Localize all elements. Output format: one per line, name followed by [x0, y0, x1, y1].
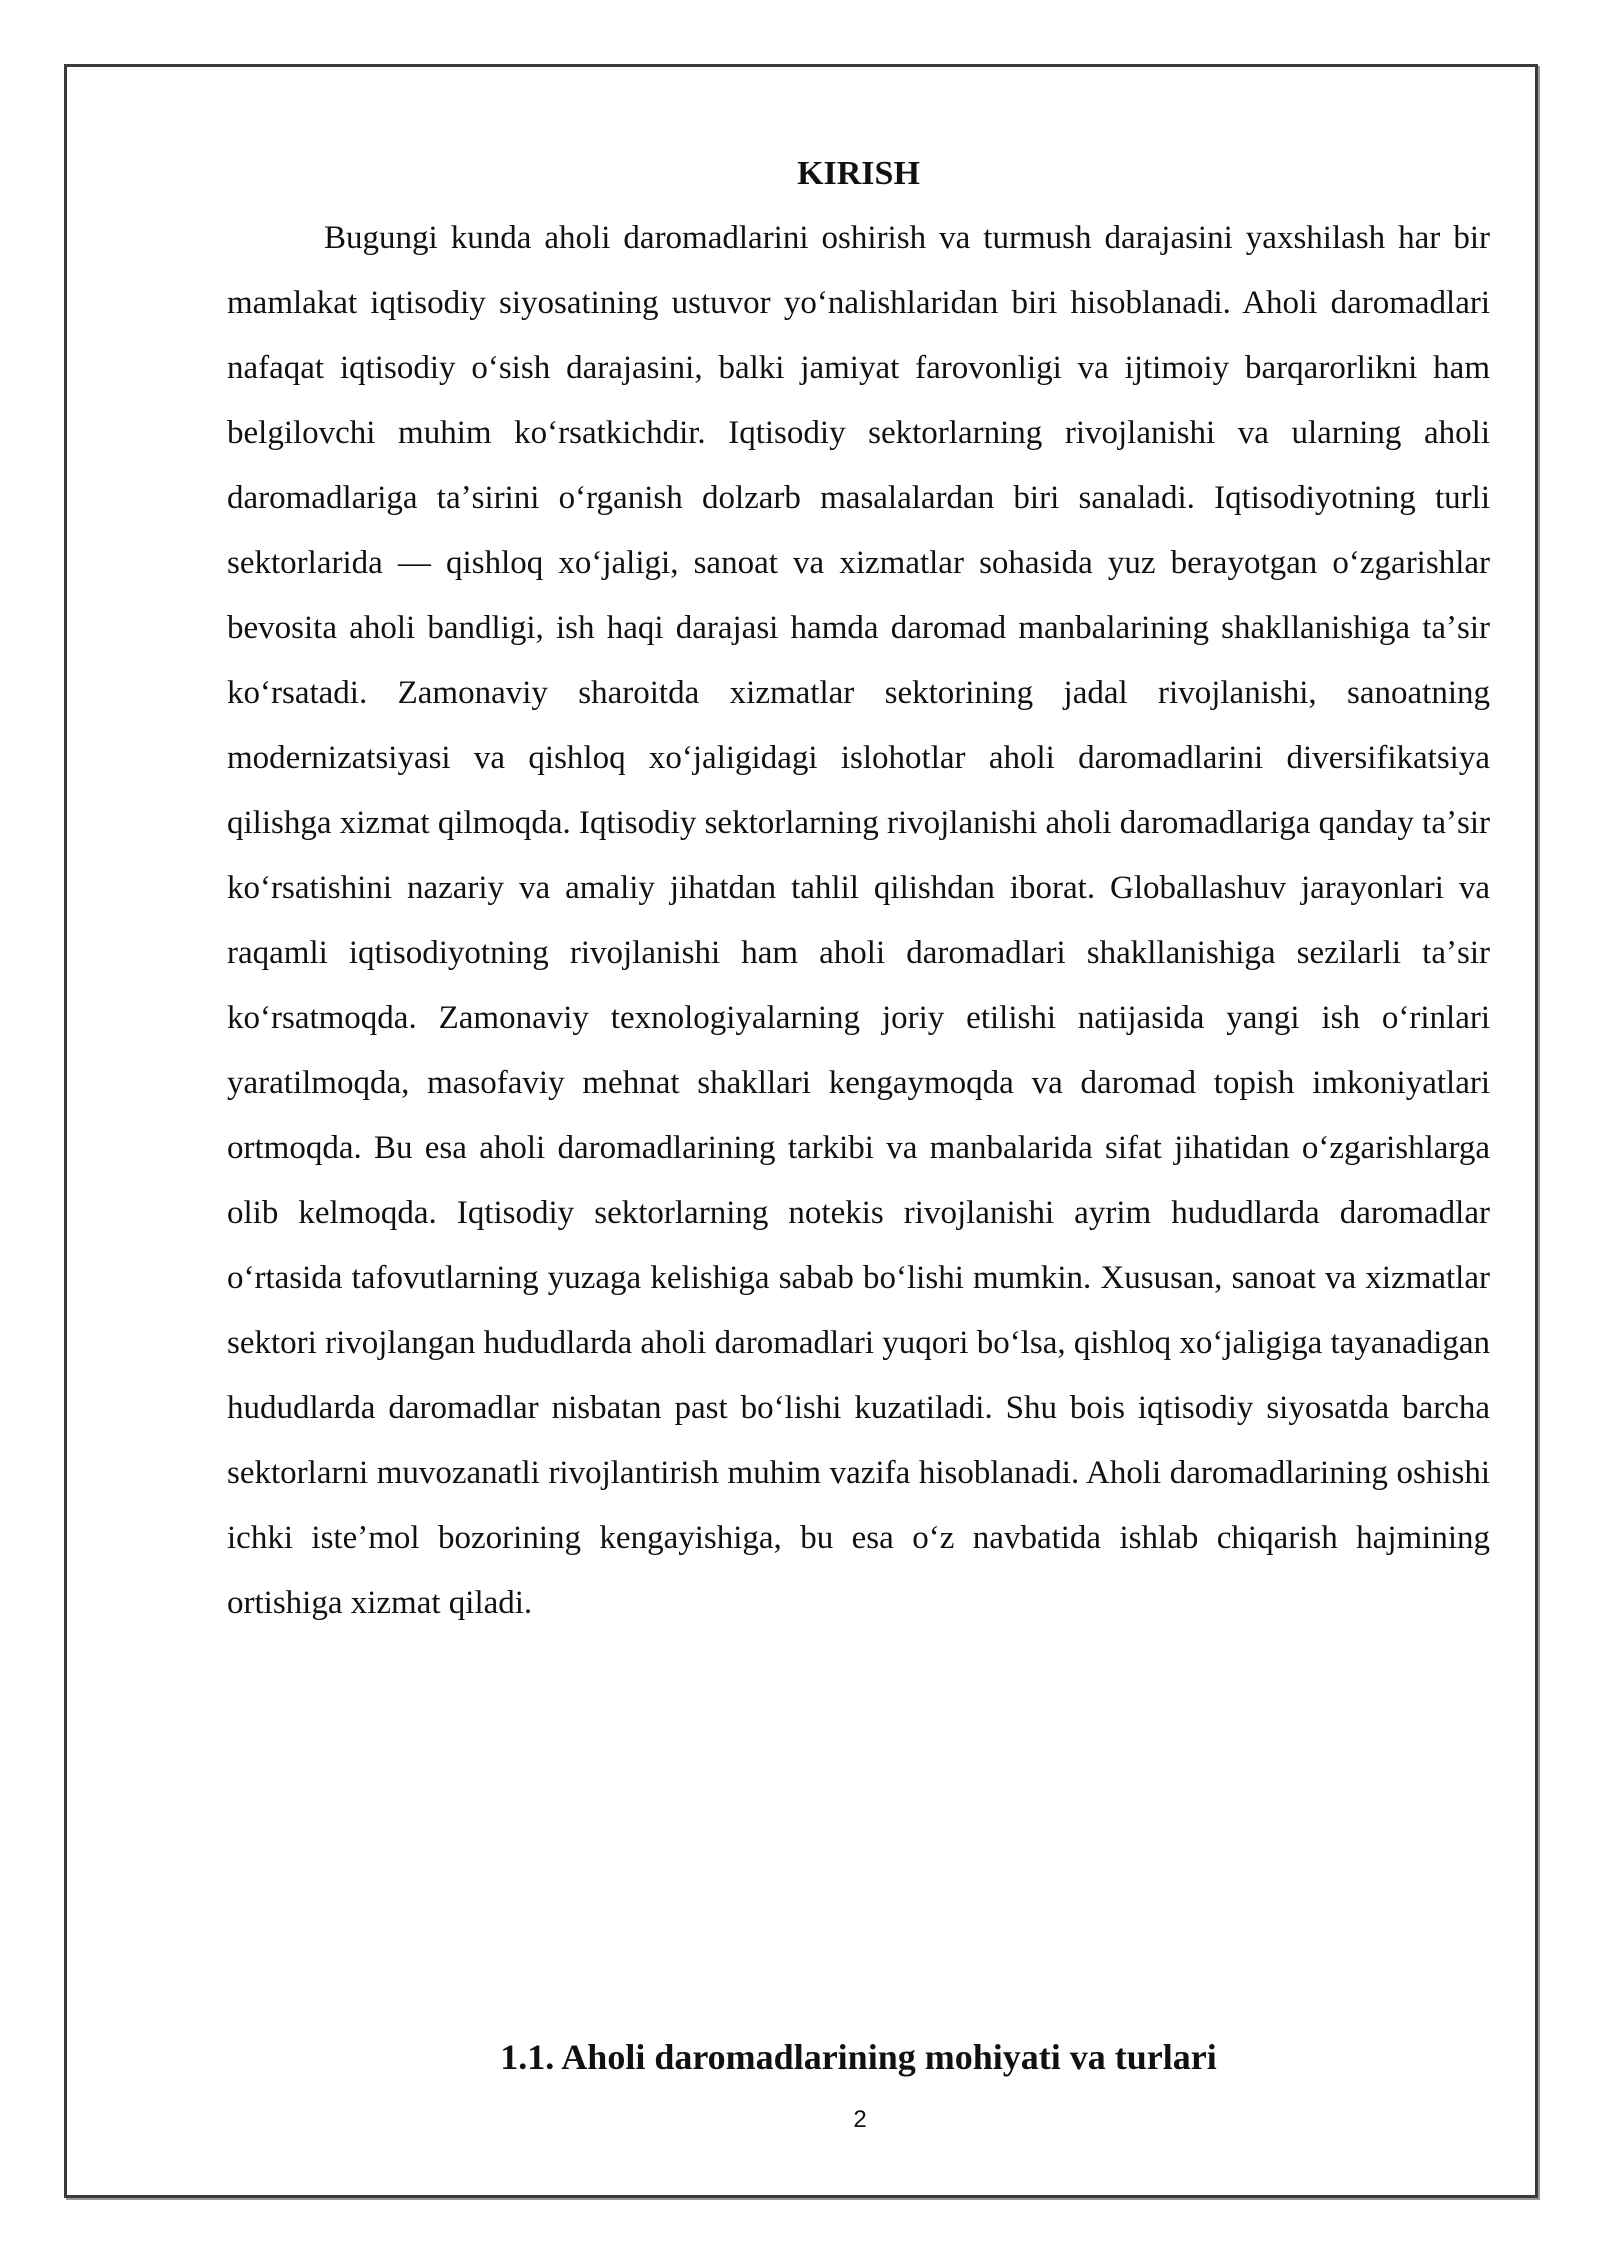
- intro-paragraph: Bugungi kunda aholi daromadlarini oshirish va turmush darajasini yaxshilash har bir mamlakat iqtisodiy siyosatining ustuvor yoʻnalishlaridan biri hisoblanadi. Aholi daromadlari nafaqat iqtisodiy oʻsish darajasini, balki jamiyat farovonligi va ijtimoiy barqarorlikni ham belgilovchi muhim koʻrsatkichdir. Iqtisodiy sektorlarning rivojlanishi va ularning aholi daromadlariga taʼsirini oʻrganish dolzarb masalalardan biri sanaladi. Iqtisodiyotning turli sektorlarida — qishloq xoʻjaligi, sanoat va xizmatlar sohasida yuz berayotgan oʻzgarishlar bevosita aholi bandligi, ish haqi darajasi hamda daromad manbalarining shakllanishiga taʼsir koʻrsatadi. Zamonaviy sharoitda xizmatlar sektorining jadal rivojlanishi, sanoatning modernizatsiyasi va qishloq xoʻjaligidagi islohotlar aholi daromadlarini diversifikatsiya qilishga xizmat qilmoqda. Iqtisodiy sektorlarning rivojlanishi aholi daromadlariga qanday taʼsir koʻrsatishini nazariy va amaliy jihatdan tahlil qilishdan iborat. Globallashuv jarayonlari va raqamli iqtisodiyotning rivojlanishi ham aholi daromadlari shakllanishiga sezilarli taʼsir koʻrsatmoqda. Zamonaviy texnologiyalarning joriy etilishi natijasida yangi ish oʻrinlari yaratilmoqda, masofaviy mehnat shakllari kengaymoqda va daromad topish imkoniyatlari ortmoqda. Bu esa aholi daromadlarining tarkibi va manbalarida sifat jihatidan oʻzgarishlarga olib kelmoqda. Iqtisodiy sektorlarning notekis rivojlanishi ayrim hududlarda daromadlar oʻrtasida tafovutlarning yuzaga kelishiga sabab boʻlishi mumkin. Xususan, sanoat va xizmatlar sektori rivojlangan hududlarda aholi daromadlari yuqori boʻlsa, qishloq xoʻjaligiga tayanadigan hududlarda daromadlar nisbatan past boʻlishi kuzatiladi. Shu bois iqtisodiy siyosatda barcha sektorlarni muvozanatli rivojlantirish muhim vazifa hisoblanadi. Aholi daromadlarining oshishi ichki isteʼmol bozorining kengayishiga, bu esa oʻz navbatida ishlab chiqarish hajmining ortishiga xizmat qiladi.: [227, 220, 1490, 1621]
- page-number: 2: [853, 2106, 867, 2133]
- section-heading: 1.1. Aholi daromadlarining mohiyati va turlari: [500, 2037, 1217, 2077]
- document-content: [227, 150, 1490, 1636]
- page-title: KIRISH: [797, 155, 920, 192]
